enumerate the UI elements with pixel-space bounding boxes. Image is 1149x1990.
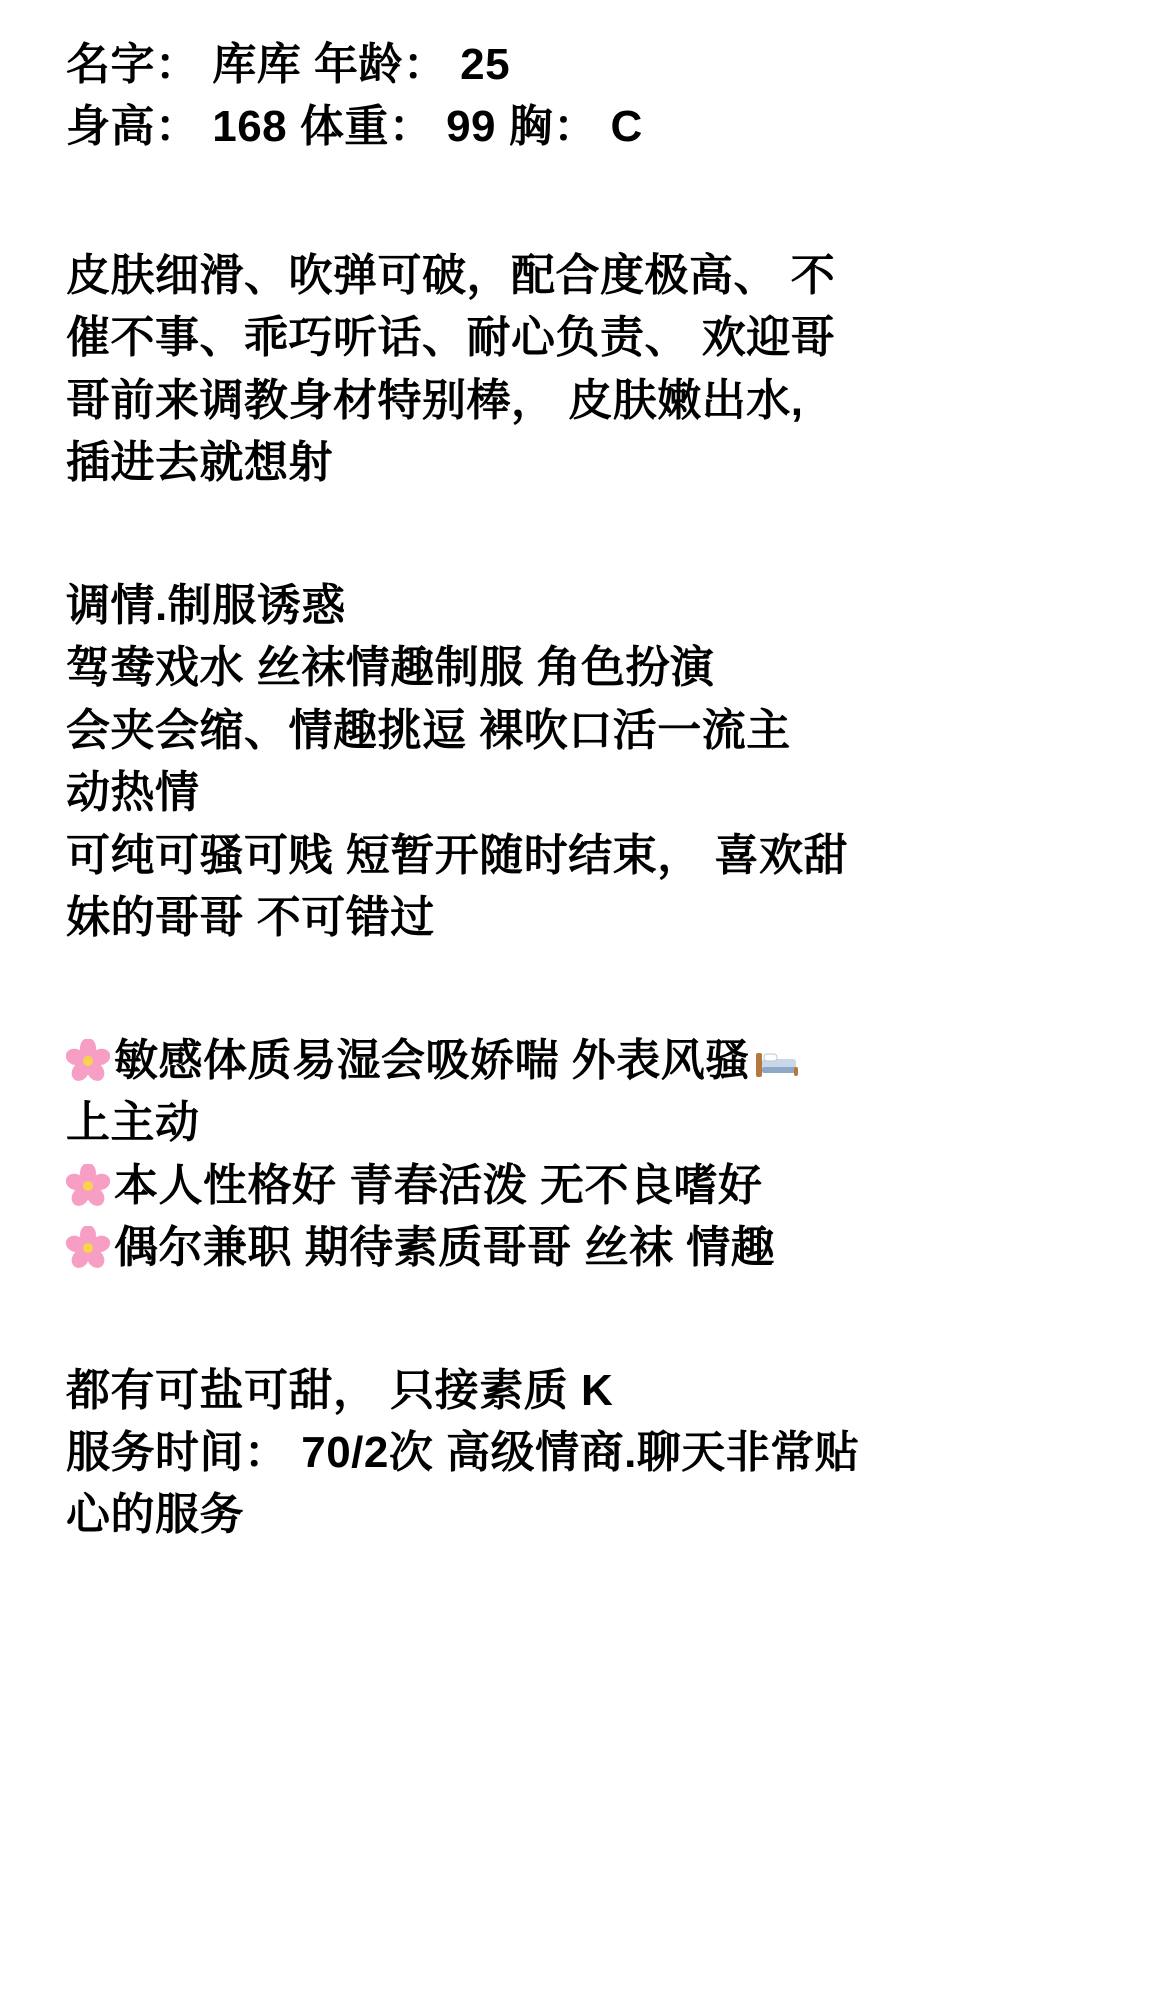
services-line-3: 会夹会缩、情趣挑逗 裸吹口活一流主 [66, 705, 791, 755]
highlight-item-3 [66, 1217, 1083, 1279]
spacer-after-description [66, 495, 1083, 575]
highlight-item-1-continued: 上主动 [66, 1098, 200, 1148]
services-block [66, 575, 1083, 950]
spacer-after-profile [66, 159, 1083, 245]
cherry-blossom-icon [66, 1038, 110, 1082]
highlight-item-2-text: 本人性格好 青春活泼 无不良嗜好 [114, 1160, 763, 1210]
services-line-2: 驾鸯戏水 丝袜情趣制服 角色扮演 [66, 643, 715, 693]
cherry-blossom-icon [66, 1163, 110, 1207]
services-line-1: 调情.制服诱惑 [66, 580, 346, 630]
profile-info-block [66, 34, 1083, 159]
highlight-item-1-text: 敏感体质易湿会吸娇喘 外表风骚 [114, 1035, 750, 1085]
cherry-blossom-icon [66, 1225, 110, 1269]
description-line-3: 哥前来调教身材特别棒， 皮肤嫩出水, [66, 375, 804, 425]
footer-line-1: 都有可盐可甜， 只接素质 K [66, 1365, 614, 1415]
profile-height-weight-line: 身高： 168 体重： 99 胸： C [66, 102, 643, 152]
highlights-block [66, 1030, 1083, 1280]
description-line-4: 插进去就想射 [66, 438, 333, 488]
spacer-after-highlights [66, 1280, 1083, 1360]
description-line-1: 皮肤细滑、吹弹可破，配合度极高、 不 [66, 250, 836, 300]
spacer-after-services [66, 950, 1083, 1030]
bed-icon [754, 1034, 800, 1068]
footer-block [66, 1360, 1083, 1547]
highlight-item-3-text: 偶尔兼职 期待素质哥哥 丝袜 情趣 [114, 1223, 776, 1273]
services-line-6: 妹的哥哥 不可错过 [66, 893, 435, 943]
highlight-item-2 [66, 1155, 1083, 1217]
services-line-4: 动热情 [66, 768, 200, 818]
profile-name-age-line: 名字： 库库 年龄： 25 [66, 40, 511, 89]
highlight-item-1 [66, 1030, 1083, 1092]
footer-line-2: 服务时间： 70/2次 高级情商.聊天非常贴 [66, 1427, 860, 1477]
footer-line-3: 心的服务 [66, 1490, 244, 1540]
description-line-2: 催不事、乖巧听话、耐心负责、 欢迎哥 [66, 313, 836, 363]
services-line-5: 可纯可骚可贱 短暂开随时结束， 喜欢甜 [66, 830, 848, 880]
description-block [66, 245, 1083, 495]
